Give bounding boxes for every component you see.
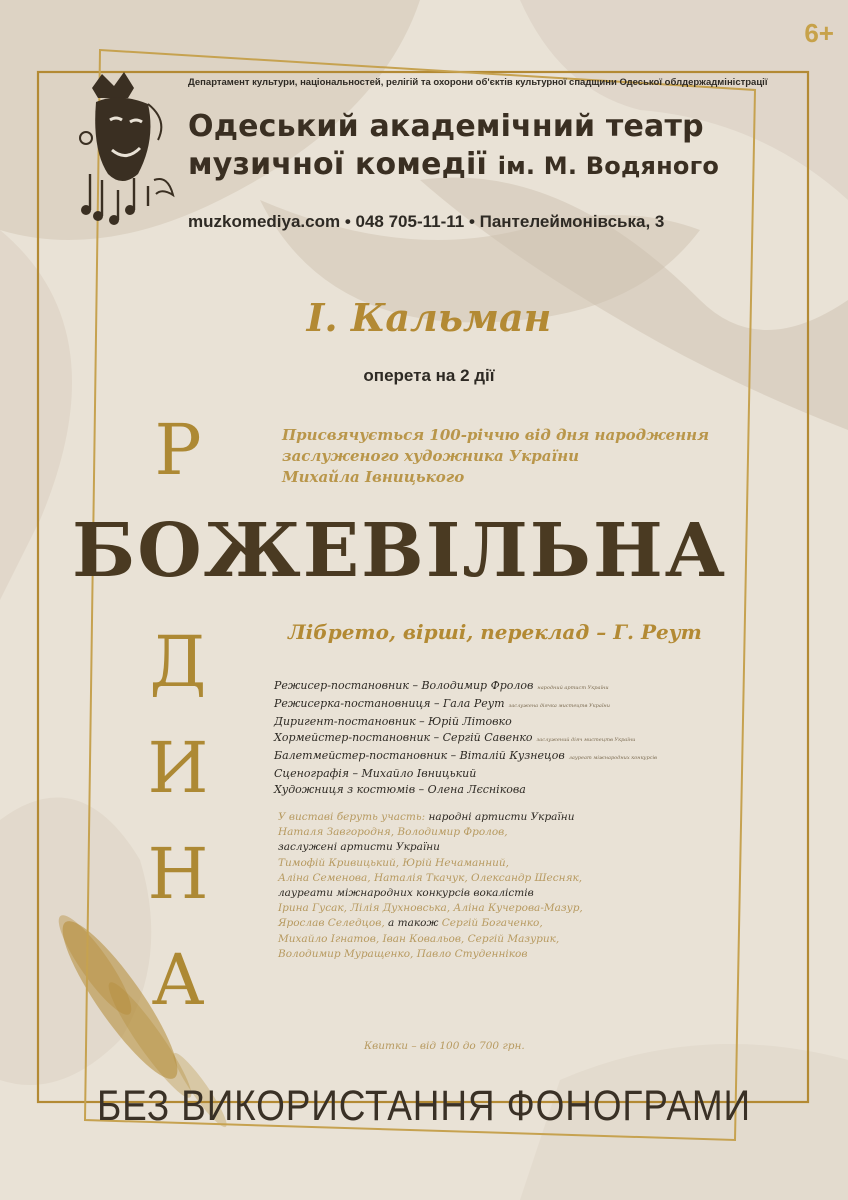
age-rating: 6+ [804,18,834,48]
crew-role: Сценографія – Михайло Івницький [274,767,477,780]
cast-line [278,916,583,931]
theatre-name-honorific: ім. М. Водяного [497,152,720,180]
cast-line: Володимир Муращенко, Павло Студенніков [278,947,528,960]
show-title: БОЖЕВІЛЬНА [72,508,728,594]
cast-list [278,810,583,962]
vertical-letter: Д [149,621,207,703]
crew-row [274,696,657,714]
crew-role: Художниця з костюмів – Олена Лєснікова [274,783,526,796]
cast-line: заслужені артисти України [278,841,440,854]
ticket-price: Квитки – від 100 до 700 грн. [364,1040,525,1052]
cast-line: Тимофій Кривицький, Юрій Нечаманний, [278,856,509,869]
cast-text: а також [388,917,439,930]
crew-role: Режисер-постановник – Володимир Фролов [274,679,534,692]
cast-line: Ірина Гусак, Лілія Духновська, Аліна Кучерова-Мазур, [278,902,583,915]
dedication-line: Михайла Івницького [282,468,465,486]
cast-line: лауреати міжнародних конкурсів вокалістів [278,887,534,900]
cast-text: Ярослав Селедцов, [278,917,385,930]
theatre-mask-logo [78,70,178,230]
crew-note: заслужена діячка мистецтв України [508,703,610,709]
dedication-line: Присвячується 100-річчю від дня народження [282,426,710,444]
crew-role: Режисерка-постановниця – Гала Реут [274,697,505,710]
crew-row [274,748,657,766]
crew-note: народний артист України [537,685,609,691]
genre-line: оперета на 2 дії [363,366,495,385]
cast-line: Наталя Завгородня, Володимир Фролов, [278,826,508,839]
cast-line: Аліна Семенова, Наталія Ткачук, Олександр Шесняк, [278,871,583,884]
crew-role: Хормейстер-постановник – Сергій Савенко [274,731,533,744]
crew-list [274,678,657,798]
theatre-name-line2 [188,146,719,185]
crew-row [274,714,657,730]
crew-row [274,678,657,696]
department-line: Департамент культури, національностей, релігій та охорони об'єктів культурної спадщини Одеської облдержадміністрації [188,77,768,88]
dedication-line: заслуженого художника України [282,447,580,465]
vertical-letter: И [147,727,209,809]
theatre-name [188,108,719,185]
theatre-name-line1: Одеський академічний театр [188,109,704,144]
vertical-letter: А [151,939,205,1021]
vertical-letter: Н [147,833,209,915]
cast-text: народні артисти України [428,811,575,823]
cast-line: Михайло Ігнатов, Іван Ковальов, Сергій Мазурик, [278,932,560,945]
cast-text: Сергій Богаченко, [441,917,543,930]
cast-text: У виставі беруть участь: [278,811,426,823]
crew-row [274,766,657,782]
crew-row [274,730,657,748]
vertical-letter: Р [154,409,202,491]
crew-role: Диригент-постановник – Юрій Літовко [274,715,512,728]
libretto-credit: Лібрето, вірші, переклад – Г. Реут [288,620,702,644]
crew-note: лауреат міжнародних конкурсів [568,755,657,761]
composer-name: І. Кальман [306,295,552,340]
crew-note: заслужений діяч мистецтв України [536,737,636,743]
title-vertical-word [138,395,218,1031]
theatre-name-main: музичної комедії [188,147,488,182]
dedication [282,425,709,488]
cast-line [278,810,583,825]
no-playback-banner: БЕЗ ВИКОРИСТАННЯ ФОНОГРАМИ [96,1082,751,1130]
contacts-line: muzkomediya.com • 048 705-11-11 • Пантелеймонівська, 3 [188,212,665,231]
crew-role: Балетмейстер-постановник – Віталій Кузнецов [274,749,565,762]
crew-row [274,782,657,798]
